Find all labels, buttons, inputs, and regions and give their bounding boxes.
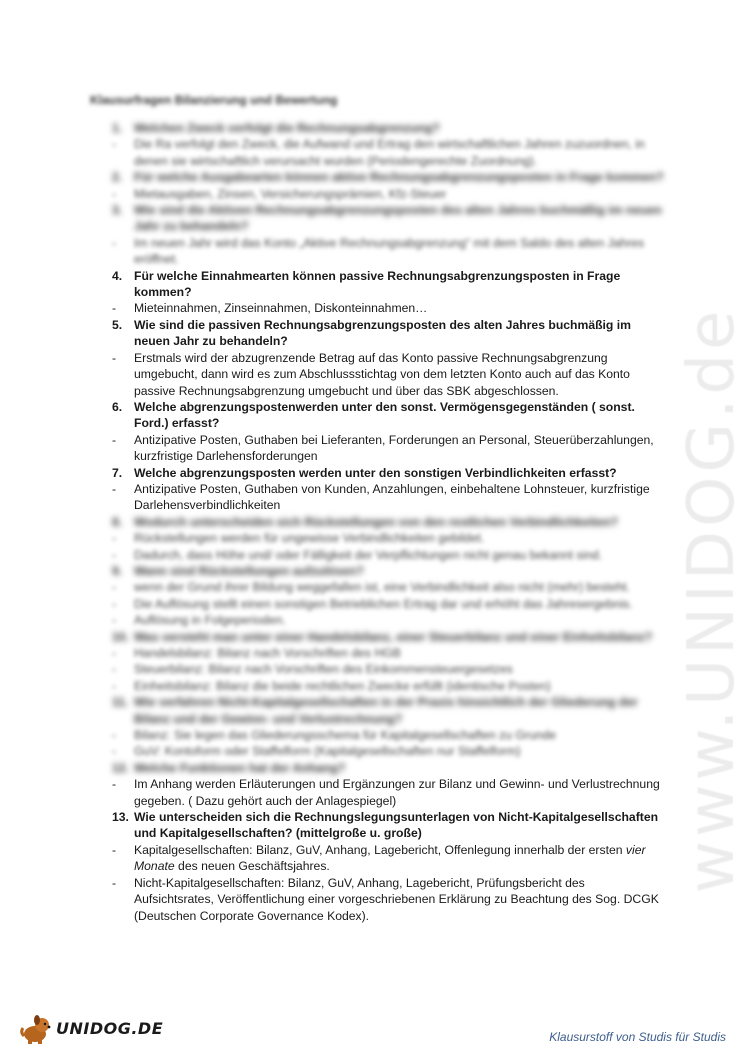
answer-10b: - Steuerbilanz: Bilanz nach Vorschriften des Einkommensteuergesetzes	[112, 662, 513, 677]
dog-mascot-icon	[20, 1014, 54, 1044]
question-4: 4. Für welche Einnahmearten können passive Rechnungsabgrenzungsposten in Frage kommen?	[112, 268, 621, 300]
answer-9a: - wenn der Grund ihrer Bildung weggefallen ist, eine Verbindlichkeit also nicht (mehr) besteht.	[112, 580, 630, 595]
answer-2: - Mietausgaben, Zinsen, Versicherungsprämien, Kfz-Steuer	[112, 186, 447, 201]
answer-11b: - GuV: Kontoform oder Staffelform (Kapitalgesellschaften nur Staffelform)	[112, 744, 521, 759]
answer-12: - Im Anhang werden Erläuterungen und Ergänzungen zur Bilanz und Gewinn- und Verlustrechnung gegeben. ( Dazu gehört auch der Anlagespiegel)	[112, 777, 660, 808]
question-2: 2. Für welche Ausgabearten können aktive Rechnungsabgrenzungsposten in Frage kommen?	[112, 170, 664, 185]
blurred-section-middle	[112, 514, 664, 777]
answer-3: - Im neuen Jahr wird das Konto „Aktive Rechnungsabgrenzung“ mit dem Saldo des alten Jahres eröffnet.	[112, 235, 645, 267]
question-8: 8. Wodurch unterscheiden sich Rückstellungen von den restlichen Verbindlichkeiten?	[112, 514, 618, 529]
question-11: 11. Wie verfahren Nicht-Kapitalgesellschaften in der Praxis hinsichtlich der Gliederung der Bilanz und der Gewinn- und Verlustrechnung?	[112, 695, 638, 726]
answer-7: - Antizipative Posten, Guthaben von Kunden, Anzahlungen, einbehaltene Lohnsteuer, kurzfristige Darlehensverbindlichkeiten	[112, 481, 650, 513]
blurred-section-top	[112, 120, 664, 268]
question-7: 7. Welche abgrenzungsposten werden unter den sonstigen Verbindlichkeiten erfasst?	[112, 465, 617, 480]
answer-1: - Die Ra verfolgt den Zweck, die Aufwand und Ertrag den wirtschaftlichen Jahren zuzuordnen, in denen sie wirtschaftlich verursacht wurden (Periodengerechte Zuordnung).	[112, 137, 645, 168]
unidog-logo	[20, 1014, 163, 1044]
question-10: 10. Was versteht man unter einer Handelsbilanz, einer Steuerbilanz und einer Einheitsbilanz?	[112, 629, 653, 644]
answer-6: - Antizipative Posten, Guthaben bei Lieferanten, Forderungen an Personal, Steuerüberzahlungen, kurzfristige Darlehensforderungen	[112, 432, 654, 464]
question-1: 1. Welchen Zweck verfolgt die Rechnungsabgrenzung?	[112, 121, 440, 135]
answer-13b: - Nicht-Kapitalgesellschaften: Bilanz, GuV, Anhang, Lagebericht, Prüfungsbericht des Aufsichtsrates, Veröffentlichung einer vorgeschriebenen Erklärung zu Beachtung des Sog. DCGK (Deutschen Corporate Governance Kodex).	[112, 875, 659, 923]
question-5: 5. Wie sind die passiven Rechnungsabgrenzungsposten des alten Jahres buchmäßig im neuen Jahr zu behandeln?	[112, 317, 631, 349]
logo-text: UNIDOG.DE	[56, 1019, 164, 1038]
answer-9c: - Auflösung in Folgeperioden.	[112, 613, 286, 628]
answer-5: - Erstmals wird der abzugrenzende Betrag auf das Konto passive Rechnungsabgrenzung umgebucht, dann wird es zum Abschlussstichtag von dem letzten Konto auch auf das Konto passive Rechnungsabgrenzung umgebucht und über das SBK abgeschlossen.	[112, 350, 630, 398]
answer-8a: - Rückstellungen werden für ungewisse Verbindlichkeiten gebildet.	[112, 531, 485, 546]
watermark: www.UNIDOG.de	[675, 306, 749, 894]
question-3: 3. Wie sind die Aktiven Rechnungsabgrenzungsposten des alten Jahres buchmäßig im neuen Jahr zu behandeln?	[112, 203, 662, 234]
answer-9b: - Die Auflösung stellt einen sonstigen Betrieblichen Ertrag dar und erhöht das Jahresergebnis.	[112, 596, 633, 611]
answer-10a: - Handelsbilanz: Bilanz nach Vorschriften des HGB	[112, 646, 401, 660]
question-6: 6. Welche abgrenzungspostenwerden unter den sonst. Vermögensgegenständen ( sonst. Ford.) erfasst?	[112, 399, 635, 431]
answer-11a: - Bilanz: Sie legen das Gliederungsschema für Kapitalgesellschaften zu Grunde	[112, 728, 557, 743]
answer-10c: - Einheitsbilanz: Bilanz die beide rechtlichen Zwecke erfüllt (identische Posten)	[112, 678, 551, 693]
question-12: 12. Welche Funktionen hat der Anhang?	[112, 760, 346, 775]
question-9: 9. Wann sind Rückstellungen aufzulösen?	[112, 563, 364, 578]
question-list	[112, 120, 664, 924]
document-title: Klausurfragen Bilanzierung und Bewertung	[90, 93, 338, 107]
footer-slogan: Klausurstoff von Studis für Studis	[549, 1030, 726, 1044]
question-13: 13. Wie unterscheiden sich die Rechnungslegungsunterlagen von Nicht-Kapitalgesellschaften und Kapitalgesellschaften? (mittelgroße u. große)	[112, 810, 659, 841]
answer-8b: - Dadurch, dass Höhe und/ oder Fälligkeit der Verpflichtungen nicht genau bekannt sind.	[112, 547, 603, 562]
answer-13a: - Kapitalgesellschaften: Bilanz, GuV, Anhang, Lagebericht, Offenlegung innerhalb der ersten vier Monate des neuen Geschäftsjahres.	[112, 842, 646, 874]
answer-4: - Mieteinnahmen, Zinseinnahmen, Diskonteinnahmen…	[112, 301, 428, 316]
